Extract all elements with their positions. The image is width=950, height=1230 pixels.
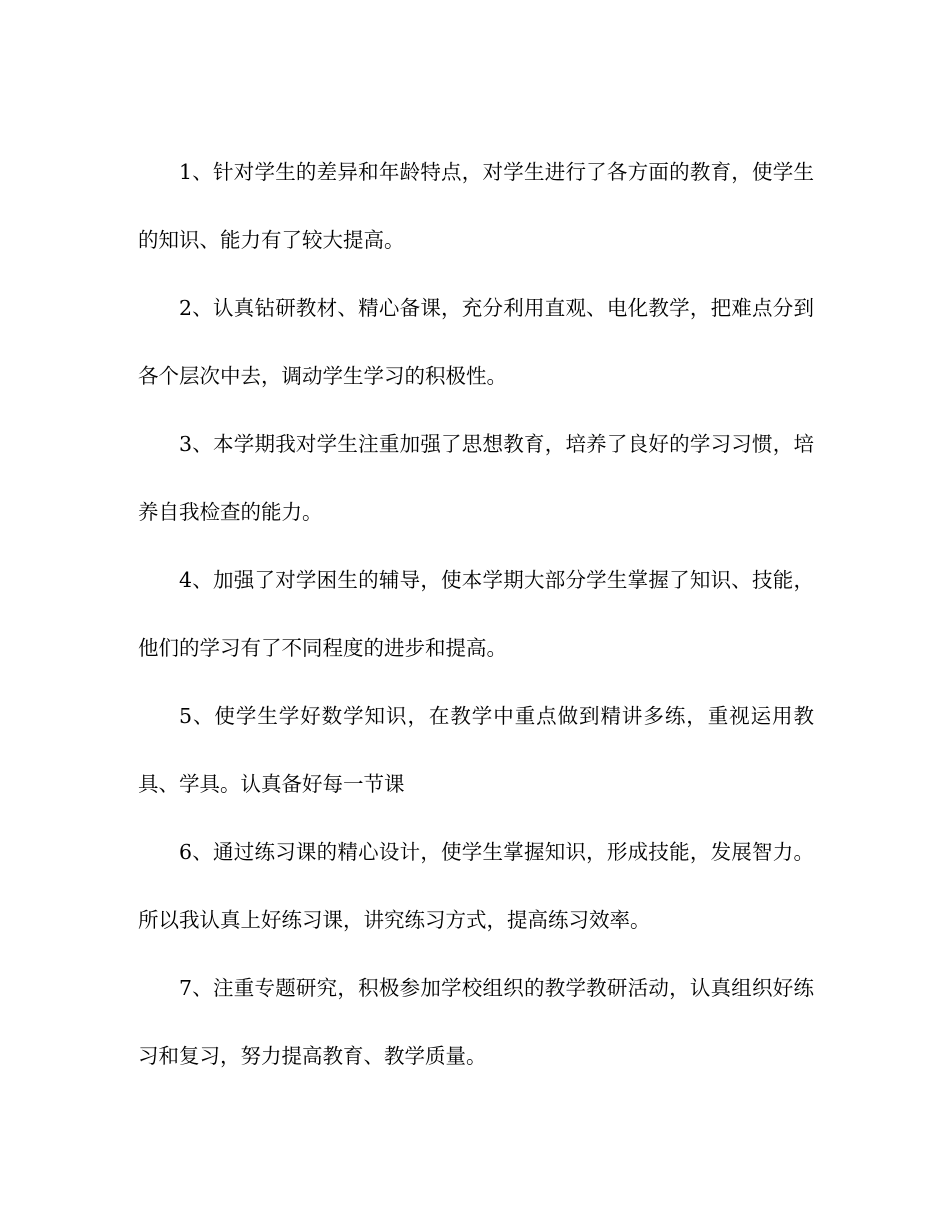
paragraph-5: 5、使学生学好数学知识，在教学中重点做到精讲多练，重视运用教具、学具。认真备好每一节课 bbox=[138, 704, 814, 796]
paragraph-1: 1、针对学生的差异和年龄特点，对学生进行了各方面的教育，使学生的知识、能力有了较大提高。 bbox=[138, 160, 814, 252]
paragraph-6: 6、通过练习课的精心设计，使学生掌握知识，形成技能，发展智力。所以我认真上好练习课，讲究练习方式，提高练习效率。 bbox=[138, 840, 814, 932]
document-body bbox=[138, 138, 814, 1090]
paragraph-2: 2、认真钻研教材、精心备课，充分利用直观、电化教学，把难点分到各个层次中去，调动学生学习的积极性。 bbox=[138, 296, 814, 388]
paragraph-3: 3、本学期我对学生注重加强了思想教育，培养了良好的学习习惯，培养自我检查的能力。 bbox=[138, 432, 814, 524]
paragraph-7: 7、注重专题研究，积极参加学校组织的教学教研活动，认真组织好练习和复习，努力提高教育、教学质量。 bbox=[138, 976, 814, 1068]
paragraph-4: 4、加强了对学困生的辅导，使本学期大部分学生掌握了知识、技能，他们的学习有了不同程度的进步和提高。 bbox=[138, 568, 814, 660]
